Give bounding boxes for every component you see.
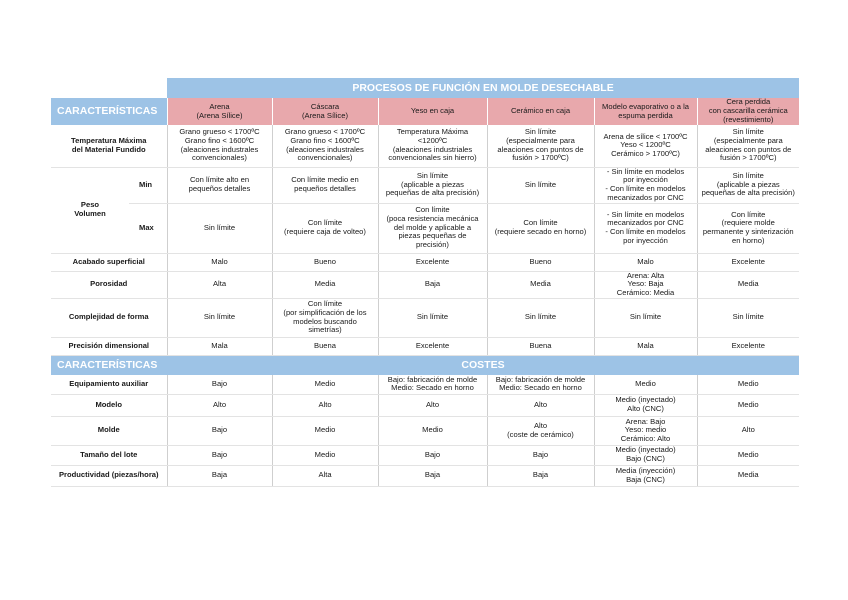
process-header: Modelo evaporativo o a la espuma perdida <box>594 98 697 125</box>
cell-line: Medio <box>737 379 759 389</box>
casting-processes-table <box>51 78 799 487</box>
row-label: Tamaño del lote <box>51 445 167 465</box>
cell-line: Excelente <box>415 340 450 350</box>
section-characteristics-label-2: CARACTERÍSTICAS <box>51 355 167 375</box>
table-cell <box>594 394 697 416</box>
table-row <box>51 337 799 355</box>
cell-line: aleaciones con puntos de <box>705 144 792 154</box>
row-label: Peso Volumen <box>51 167 129 253</box>
table-cell <box>272 125 378 167</box>
table-cell <box>378 125 487 167</box>
cell-line: Con límite <box>523 218 558 228</box>
cell-line: pequeños detalles <box>294 184 356 193</box>
table-cell <box>167 298 272 337</box>
table-cell <box>487 271 594 298</box>
cell-line: Bueno <box>529 256 552 266</box>
table-cell <box>272 445 378 465</box>
process-header: Arena (Arena Sílice) <box>167 98 272 125</box>
cell-line: - Con límite en modelos <box>605 184 686 193</box>
cell-line: Mala <box>211 340 228 350</box>
cell-line: Alto <box>212 399 227 409</box>
cell-line: en horno) <box>732 235 765 245</box>
cell-line: Alta <box>318 470 332 480</box>
cell-line: por inyección <box>623 235 668 245</box>
cell-line: Buena <box>529 340 552 350</box>
process-header: Yeso en caja <box>378 98 487 125</box>
cell-line: Mala <box>637 340 654 350</box>
table-cell <box>378 203 487 253</box>
cell-line: Sin límite <box>524 312 557 322</box>
cell-line: - Sin límite en modelos <box>606 167 685 176</box>
cell-line: Yeso: medio <box>624 425 667 435</box>
process-header: Cáscara (Arena Sílice) <box>272 98 378 125</box>
cell-line: Medio: Secado en horno <box>499 383 582 393</box>
cell-line: Media <box>737 279 759 289</box>
table-cell <box>167 167 272 203</box>
table-cell <box>167 271 272 298</box>
table-cell <box>378 271 487 298</box>
cell-line: convencionales) <box>192 153 247 163</box>
table-cell <box>378 416 487 445</box>
process-header: Cera perdida con cascarilla cerámica (revestimiento) <box>697 98 799 125</box>
table-cell <box>697 271 799 298</box>
cell-line: Sin límite <box>416 170 449 180</box>
cell-line: (aplicable a piezas <box>401 179 464 189</box>
cell-line: <1200ºC <box>417 136 448 146</box>
table-cell <box>167 465 272 486</box>
cell-line: (aleaciones industrales <box>180 144 259 154</box>
cell-line: Sin límite <box>732 312 764 322</box>
cell-line: Excelente <box>731 256 765 266</box>
table-row <box>51 298 799 337</box>
table-cell <box>378 465 487 486</box>
cell-line: pequeñas de alta precisión) <box>385 188 480 198</box>
cell-line: Bajo <box>532 449 549 459</box>
cell-line: mecanizados por CNC <box>607 218 684 228</box>
row-label: Acabado superficial <box>51 253 167 271</box>
cell-line: convencionales) <box>297 153 353 163</box>
cell-line: Baja <box>424 470 441 480</box>
table-cell <box>487 465 594 486</box>
cell-line: Grano fino < 1600ºC <box>290 136 360 146</box>
cell-line: (aplicable a piezas <box>716 179 780 189</box>
table-row <box>51 125 799 167</box>
title-row <box>51 78 799 98</box>
cell-line: Sin límite <box>732 170 764 180</box>
cell-line: Baja <box>211 470 228 480</box>
cell-line: (poca resistencia mecánica <box>386 213 479 223</box>
process-header: Cerámico en caja <box>487 98 594 125</box>
table-cell <box>487 337 594 355</box>
table-cell <box>594 337 697 355</box>
cell-line: Bajo <box>211 379 228 389</box>
table-cell <box>594 375 697 394</box>
cell-line: (especialmente para <box>713 136 783 146</box>
cell-line: Bajo: fabricación de molde <box>387 375 478 384</box>
cell-line: Bajo <box>424 449 441 459</box>
cell-line: Baja <box>532 470 549 480</box>
cell-line: Medio: Secado en horno <box>391 383 474 393</box>
table-cell <box>697 125 799 167</box>
table-cell <box>272 167 378 203</box>
table-cell <box>167 375 272 394</box>
table-cell <box>594 465 697 486</box>
cell-line: Bueno <box>314 256 336 266</box>
cell-line: Con límite <box>731 209 766 219</box>
cell-line: (requiere molde <box>721 218 775 228</box>
table-row <box>51 445 799 465</box>
table-cell <box>378 375 487 394</box>
table-cell <box>487 394 594 416</box>
cell-line: Baja (CNC) <box>626 474 665 484</box>
table-cell <box>594 416 697 445</box>
table-cell <box>272 375 378 394</box>
cell-line: Sin límite <box>416 312 449 322</box>
cell-line: (por simplificación de los <box>283 307 367 317</box>
cell-line: simetrías) <box>308 325 342 335</box>
table-cell <box>378 253 487 271</box>
row-label: Porosidad <box>51 271 167 298</box>
cell-line: Arena de sílice < 1700ºC <box>603 131 688 141</box>
table-cell <box>594 298 697 337</box>
cell-line: piezas pequeñas de <box>398 231 467 241</box>
table-cell <box>594 203 697 253</box>
cell-line: Medio (inyectado) <box>615 445 676 455</box>
cell-line: por inyección <box>623 175 668 185</box>
cell-line: Bajo: fabricación de molde <box>495 375 586 384</box>
cell-line: Medio (inyectado) <box>615 395 676 405</box>
cell-line: Sin límite <box>524 179 557 189</box>
cell-line: Con límite <box>307 218 343 228</box>
row-label: Temperatura Máxima del Material Fundido <box>51 125 167 167</box>
cell-line: Malo <box>211 256 228 266</box>
table-row <box>51 203 799 253</box>
cell-line: - Sin límite en modelos <box>606 209 685 219</box>
cell-line: Grano fino < 1600ºC <box>184 136 255 146</box>
cell-line: (aleaciones industrales <box>286 144 364 154</box>
cell-line: Medio <box>314 449 336 459</box>
table-cell <box>167 203 272 253</box>
table-cell <box>697 167 799 203</box>
row-label: Modelo <box>51 394 167 416</box>
table-row <box>51 465 799 486</box>
table-cell <box>697 394 799 416</box>
row-label: Complejidad de forma <box>51 298 167 337</box>
cell-line: Temperatura Máxima <box>396 127 469 137</box>
table-cell <box>697 465 799 486</box>
table-cell <box>594 271 697 298</box>
table-cell <box>378 167 487 203</box>
cell-line: Medio <box>737 449 759 459</box>
table-cell <box>697 337 799 355</box>
cell-line: Alto <box>425 399 440 409</box>
cell-line: Yeso: Baja <box>627 279 664 289</box>
cell-line: Alto <box>318 399 332 409</box>
cell-line: Medio <box>422 425 443 435</box>
cell-line: pequeñas de alta precisión) <box>701 188 795 198</box>
cell-line: convencionales sin hierro) <box>388 153 477 163</box>
cell-line: Arena: Alta <box>626 271 665 280</box>
table-cell <box>487 445 594 465</box>
cell-line: Cerámico: Media <box>616 287 675 297</box>
table-cell <box>272 416 378 445</box>
table-cell <box>378 337 487 355</box>
table-cell <box>272 337 378 355</box>
cell-line: Alto (CNC) <box>627 404 664 414</box>
cell-line: Alto <box>533 420 548 430</box>
process-header-row <box>51 98 799 125</box>
table-row <box>51 253 799 271</box>
cell-line: Cerámico > 1700ºC) <box>611 149 680 159</box>
table-cell <box>697 375 799 394</box>
costs-header-row <box>51 355 799 375</box>
table-cell <box>378 298 487 337</box>
row-label: Productividad (piezas/hora) <box>51 465 167 486</box>
cell-line: mecanizados por CNC <box>607 192 684 202</box>
table-cell <box>697 203 799 253</box>
cell-line: Excelente <box>731 340 765 350</box>
cell-line: Media (inyección) <box>615 465 676 475</box>
row-label: Equipamiento auxiliar <box>51 375 167 394</box>
cell-line: Baja <box>424 279 441 289</box>
cell-line: Yeso < 1200ºC <box>620 140 671 150</box>
cell-line: fusión > 1700ºC) <box>719 153 777 163</box>
cell-line: (coste de cerámico) <box>507 429 574 439</box>
table-cell <box>487 375 594 394</box>
cell-line: Media <box>530 279 551 289</box>
cell-line: (requiere secado en horno) <box>494 227 587 236</box>
cell-line: Grano grueso < 1700ºC <box>179 127 260 137</box>
table-cell <box>594 167 697 203</box>
cell-line: Con límite <box>307 299 343 309</box>
table-cell <box>272 253 378 271</box>
table-cell <box>487 298 594 337</box>
cell-line: permanente y sinterización <box>702 227 794 236</box>
table-cell <box>594 253 697 271</box>
table-row <box>51 167 799 203</box>
cell-line: Con límite <box>415 205 450 215</box>
table-cell <box>272 271 378 298</box>
cell-line: Medio <box>314 425 336 435</box>
table-cell <box>487 167 594 203</box>
cell-line: Alto <box>741 425 755 435</box>
table-cell <box>487 203 594 253</box>
cell-line: Arena: Bajo <box>625 416 666 426</box>
table-cell <box>697 416 799 445</box>
cell-line: aleaciones con puntos de <box>497 144 584 154</box>
table-cell <box>167 416 272 445</box>
cell-line: precisión) <box>416 240 449 250</box>
table-cell <box>487 253 594 271</box>
cell-line: Buena <box>314 340 336 350</box>
table-cell <box>272 298 378 337</box>
table-cell <box>378 394 487 416</box>
cell-line: (especialmente para <box>506 136 575 146</box>
cell-line: Bajo (CNC) <box>626 454 665 464</box>
cell-line: Bajo <box>211 449 228 459</box>
cell-line: Medio <box>635 379 656 389</box>
cell-line: fusión > 1700ºC) <box>512 153 569 163</box>
table-cell <box>594 125 697 167</box>
table-cell <box>487 416 594 445</box>
cell-line: Bajo <box>211 425 228 435</box>
table-cell <box>272 465 378 486</box>
cell-line: Excelente <box>415 256 450 266</box>
table-cell <box>167 253 272 271</box>
table-cell <box>378 445 487 465</box>
cell-line: pequeños detalles <box>188 184 251 193</box>
sub-label-min: Min <box>129 167 167 203</box>
cell-line: Medio <box>314 379 336 389</box>
cell-line: modelos buscando <box>293 316 357 326</box>
table-cell <box>487 125 594 167</box>
table-cell <box>697 445 799 465</box>
table-cell <box>272 394 378 416</box>
costs-title: COSTES <box>167 355 799 375</box>
cell-line: Alta <box>212 279 227 289</box>
cell-line: Sin límite <box>203 222 236 232</box>
cell-line: Sin límite <box>203 312 236 322</box>
cell-line: Sin límite <box>732 127 764 137</box>
table-row <box>51 394 799 416</box>
table-cell <box>167 337 272 355</box>
table-row <box>51 271 799 298</box>
table-row <box>51 375 799 394</box>
cell-line: Alto <box>533 399 548 409</box>
cell-line: Con límite alto en <box>189 175 250 185</box>
cell-line: Media <box>314 279 336 289</box>
table-cell <box>697 298 799 337</box>
row-label: Molde <box>51 416 167 445</box>
table-cell <box>167 125 272 167</box>
cell-line: del molde y aplicable a <box>393 222 472 232</box>
row-label: Precisión dimensional <box>51 337 167 355</box>
table-row <box>51 416 799 445</box>
cell-line: Grano grueso < 1700ºC <box>284 127 366 137</box>
cell-line: Sin límite <box>629 312 662 322</box>
cell-line: Malo <box>637 256 654 266</box>
cell-line: (aleaciones industriales <box>392 144 473 154</box>
section-characteristics-label: CARACTERÍSTICAS <box>51 98 167 125</box>
table-cell <box>167 445 272 465</box>
table-cell <box>167 394 272 416</box>
cell-line: Sin límite <box>524 127 557 137</box>
cell-line: Media <box>737 470 759 480</box>
sub-label-max: Max <box>129 203 167 253</box>
table-cell <box>594 445 697 465</box>
cell-line: Medio <box>737 399 759 409</box>
table-title: PROCESOS DE FUNCIÓN EN MOLDE DESECHABLE <box>167 78 799 98</box>
table-cell <box>697 253 799 271</box>
cell-line: (requiere caja de volteo) <box>284 227 366 236</box>
table-cell <box>272 203 378 253</box>
cell-line: Cerámico: Alto <box>620 434 671 444</box>
cell-line: - Con límite en modelos <box>605 227 686 236</box>
cell-line: Con límite medio en <box>291 175 359 185</box>
